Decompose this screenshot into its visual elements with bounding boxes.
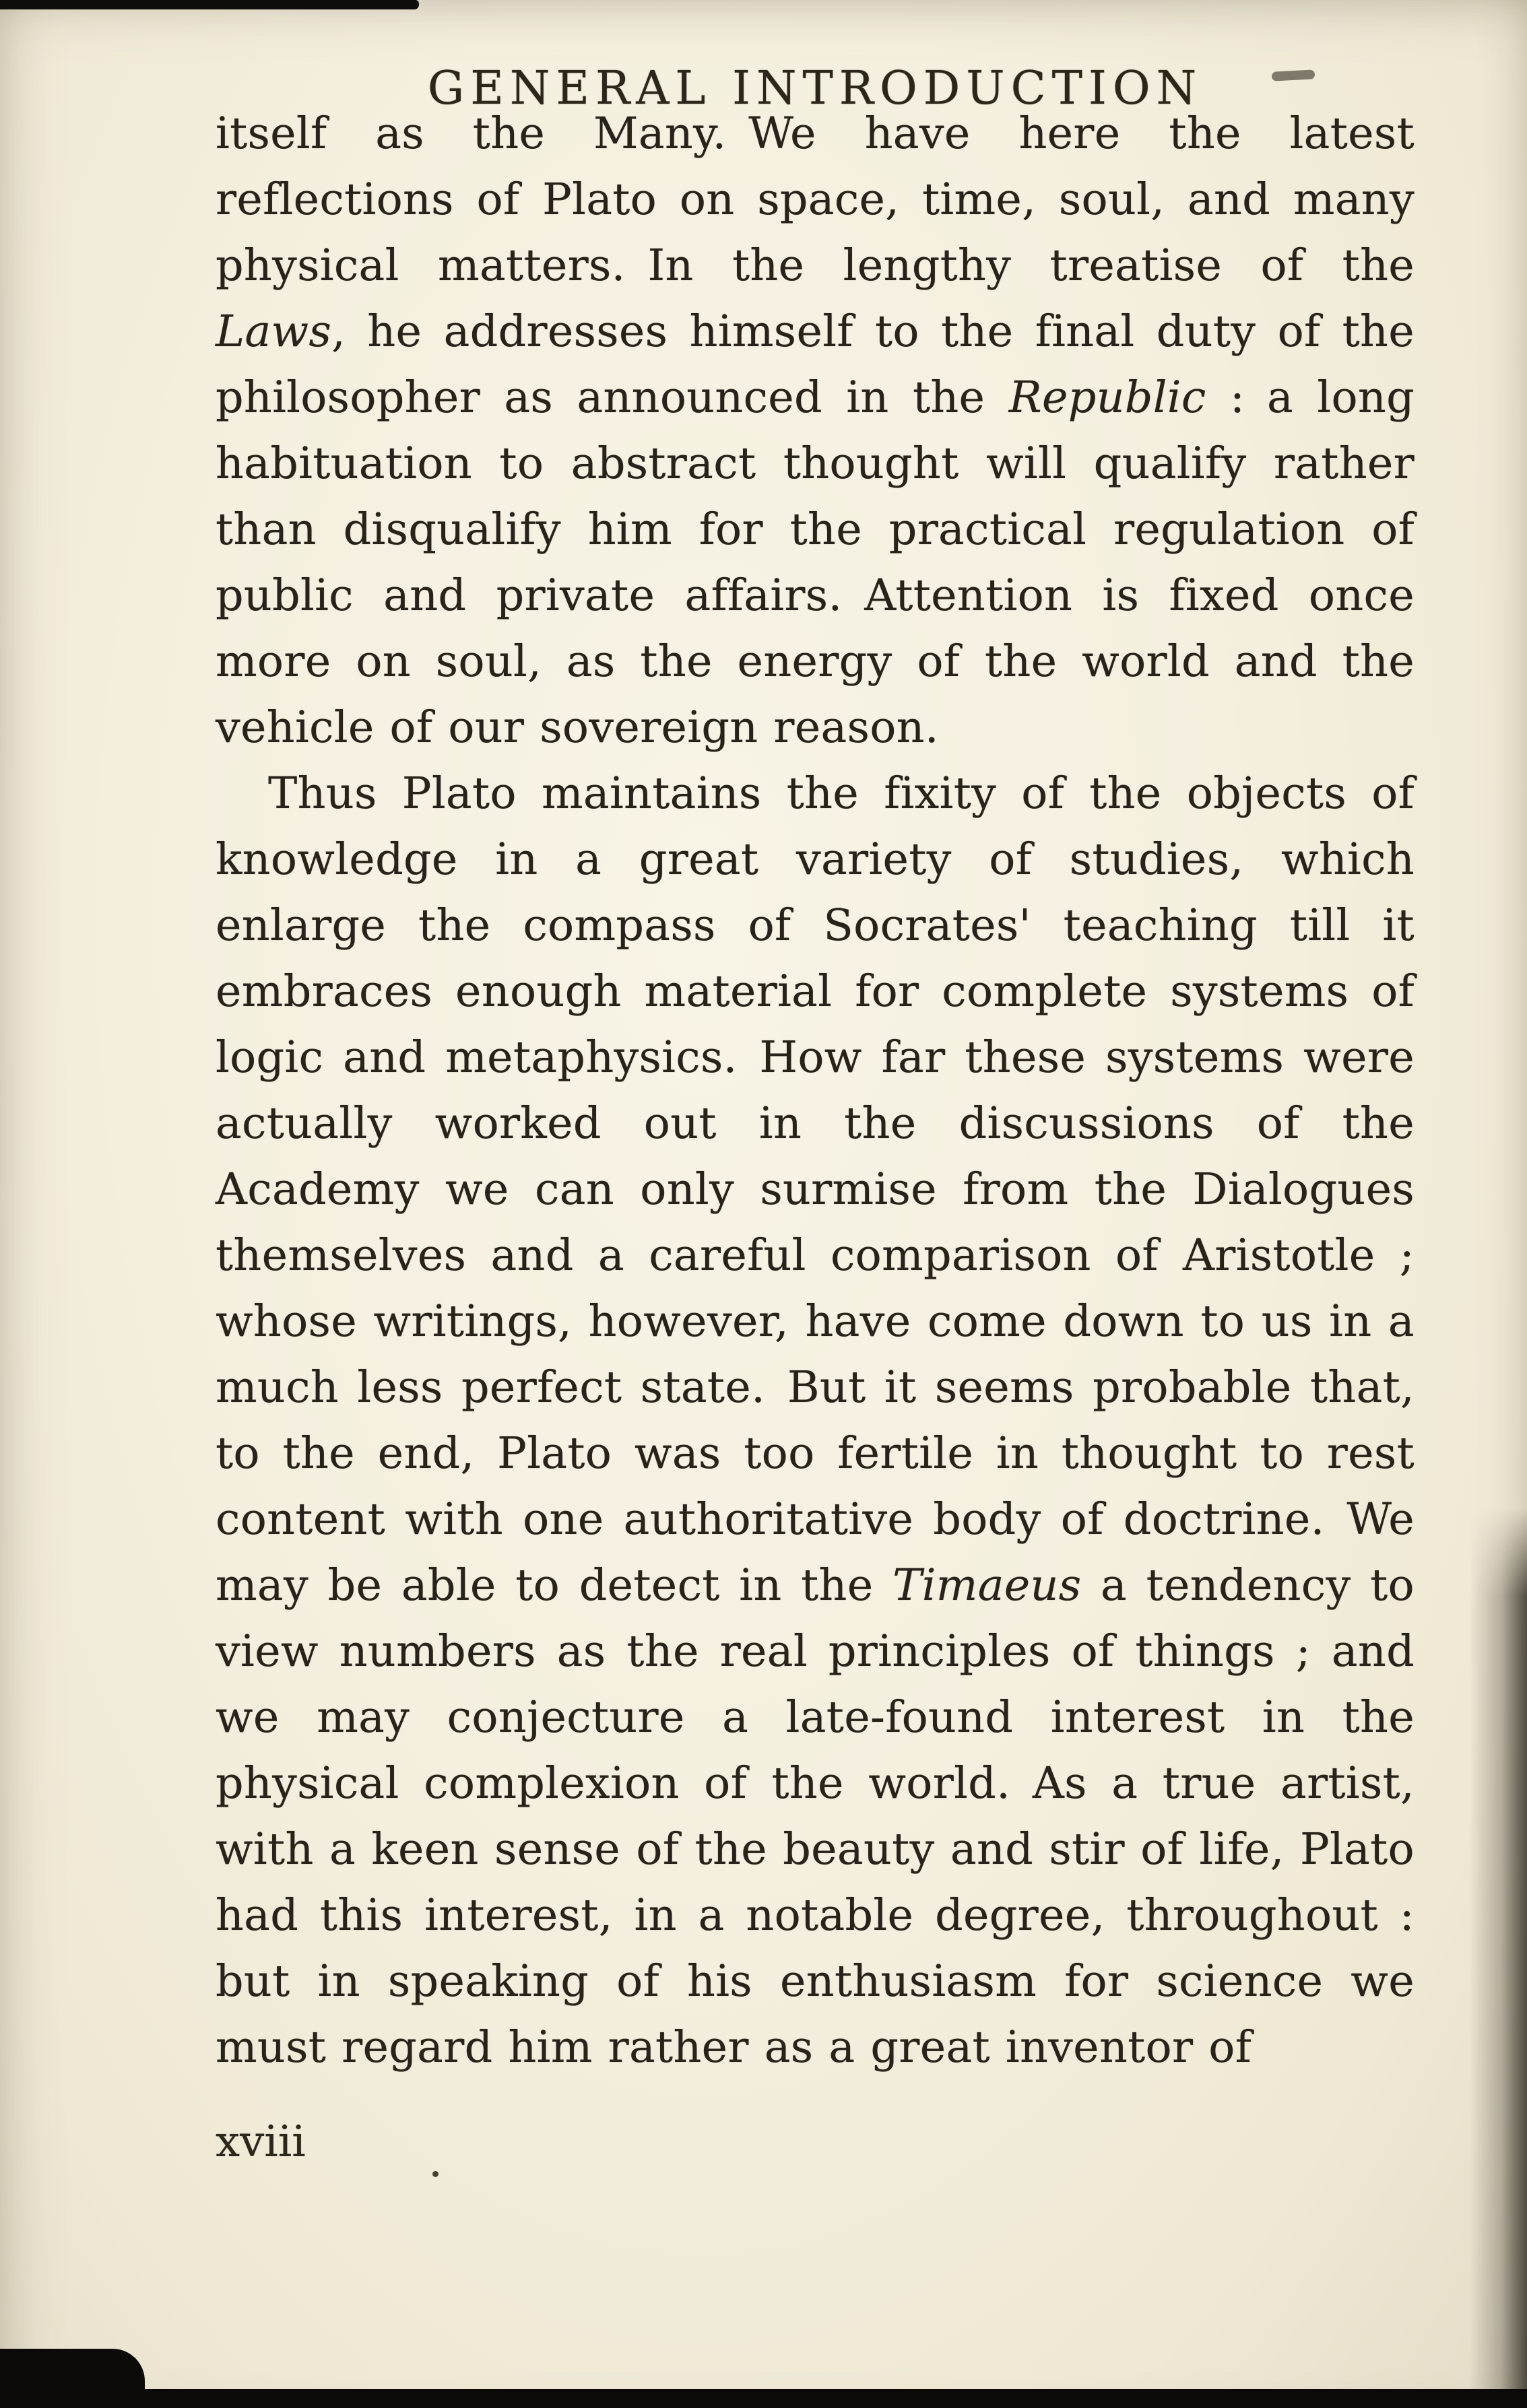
- text-segment: a tendency to view numbers as the real principles of things ; and we may conjecture a late-found interest in the physical complexion of the world. As a true artist, with a keen sense of the beauty and stir of life, Plato had this interest, in a notable degree, throughout : but in speaking of his enthusiasm for science we must regard him rather as a great inventor of: [216, 1560, 1415, 2073]
- text-segment-italic: Timaeus: [892, 1560, 1082, 1611]
- scan-artifact-bottom-left-corner: [0, 2349, 145, 2408]
- paragraph: [216, 101, 1415, 761]
- page-title: GENERAL INTRODUCTION: [427, 62, 1203, 115]
- text-segment-italic: Laws: [216, 306, 332, 357]
- page-number: xviii: [216, 2117, 306, 2167]
- paragraph: [216, 761, 1415, 2081]
- text-segment: itself as the Many. We have here the latest reflections of Plato on space, time, soul, and many physical matters. In the lengthy treatise of the: [216, 108, 1415, 291]
- scan-artifact-right-shadow: [1469, 1508, 1527, 2390]
- text-segment: Thus Plato maintains the fixity of the objects of knowledge in a great variety of studies, which enlarge the compass of Socrates' teaching till it embraces enough material for complete systems of logic and metaphysics. How far these systems were actually worked out in the discussions of the Academy we can only surmise from the Dialogues themselves and a careful comparison of Aristotle ; whose writings, however, have come down to us in a much less perfect state. But it seems probable that, to the end, Plato was too fertile in thought to rest content with one authoritative body of doctrine. We may be able to detect in the: [216, 768, 1415, 1611]
- scan-artifact-speck: [432, 2171, 438, 2177]
- scan-artifact-bottom-edge: [0, 2389, 1527, 2408]
- text-segment: , he addresses himself to the final duty of the philosopher as announced in the: [216, 306, 1415, 423]
- page-body: [216, 101, 1415, 2081]
- scan-artifact-top-edge: [0, 0, 419, 9]
- text-segment-italic: Republic: [1008, 372, 1206, 423]
- text-segment: : a long habituation to abstract thought will qualify rather than disqualify him for the practical regulation of public and private affairs. Attention is fixed once more on soul, as the energy of the world and the vehicle of our sovereign reason.: [216, 372, 1415, 753]
